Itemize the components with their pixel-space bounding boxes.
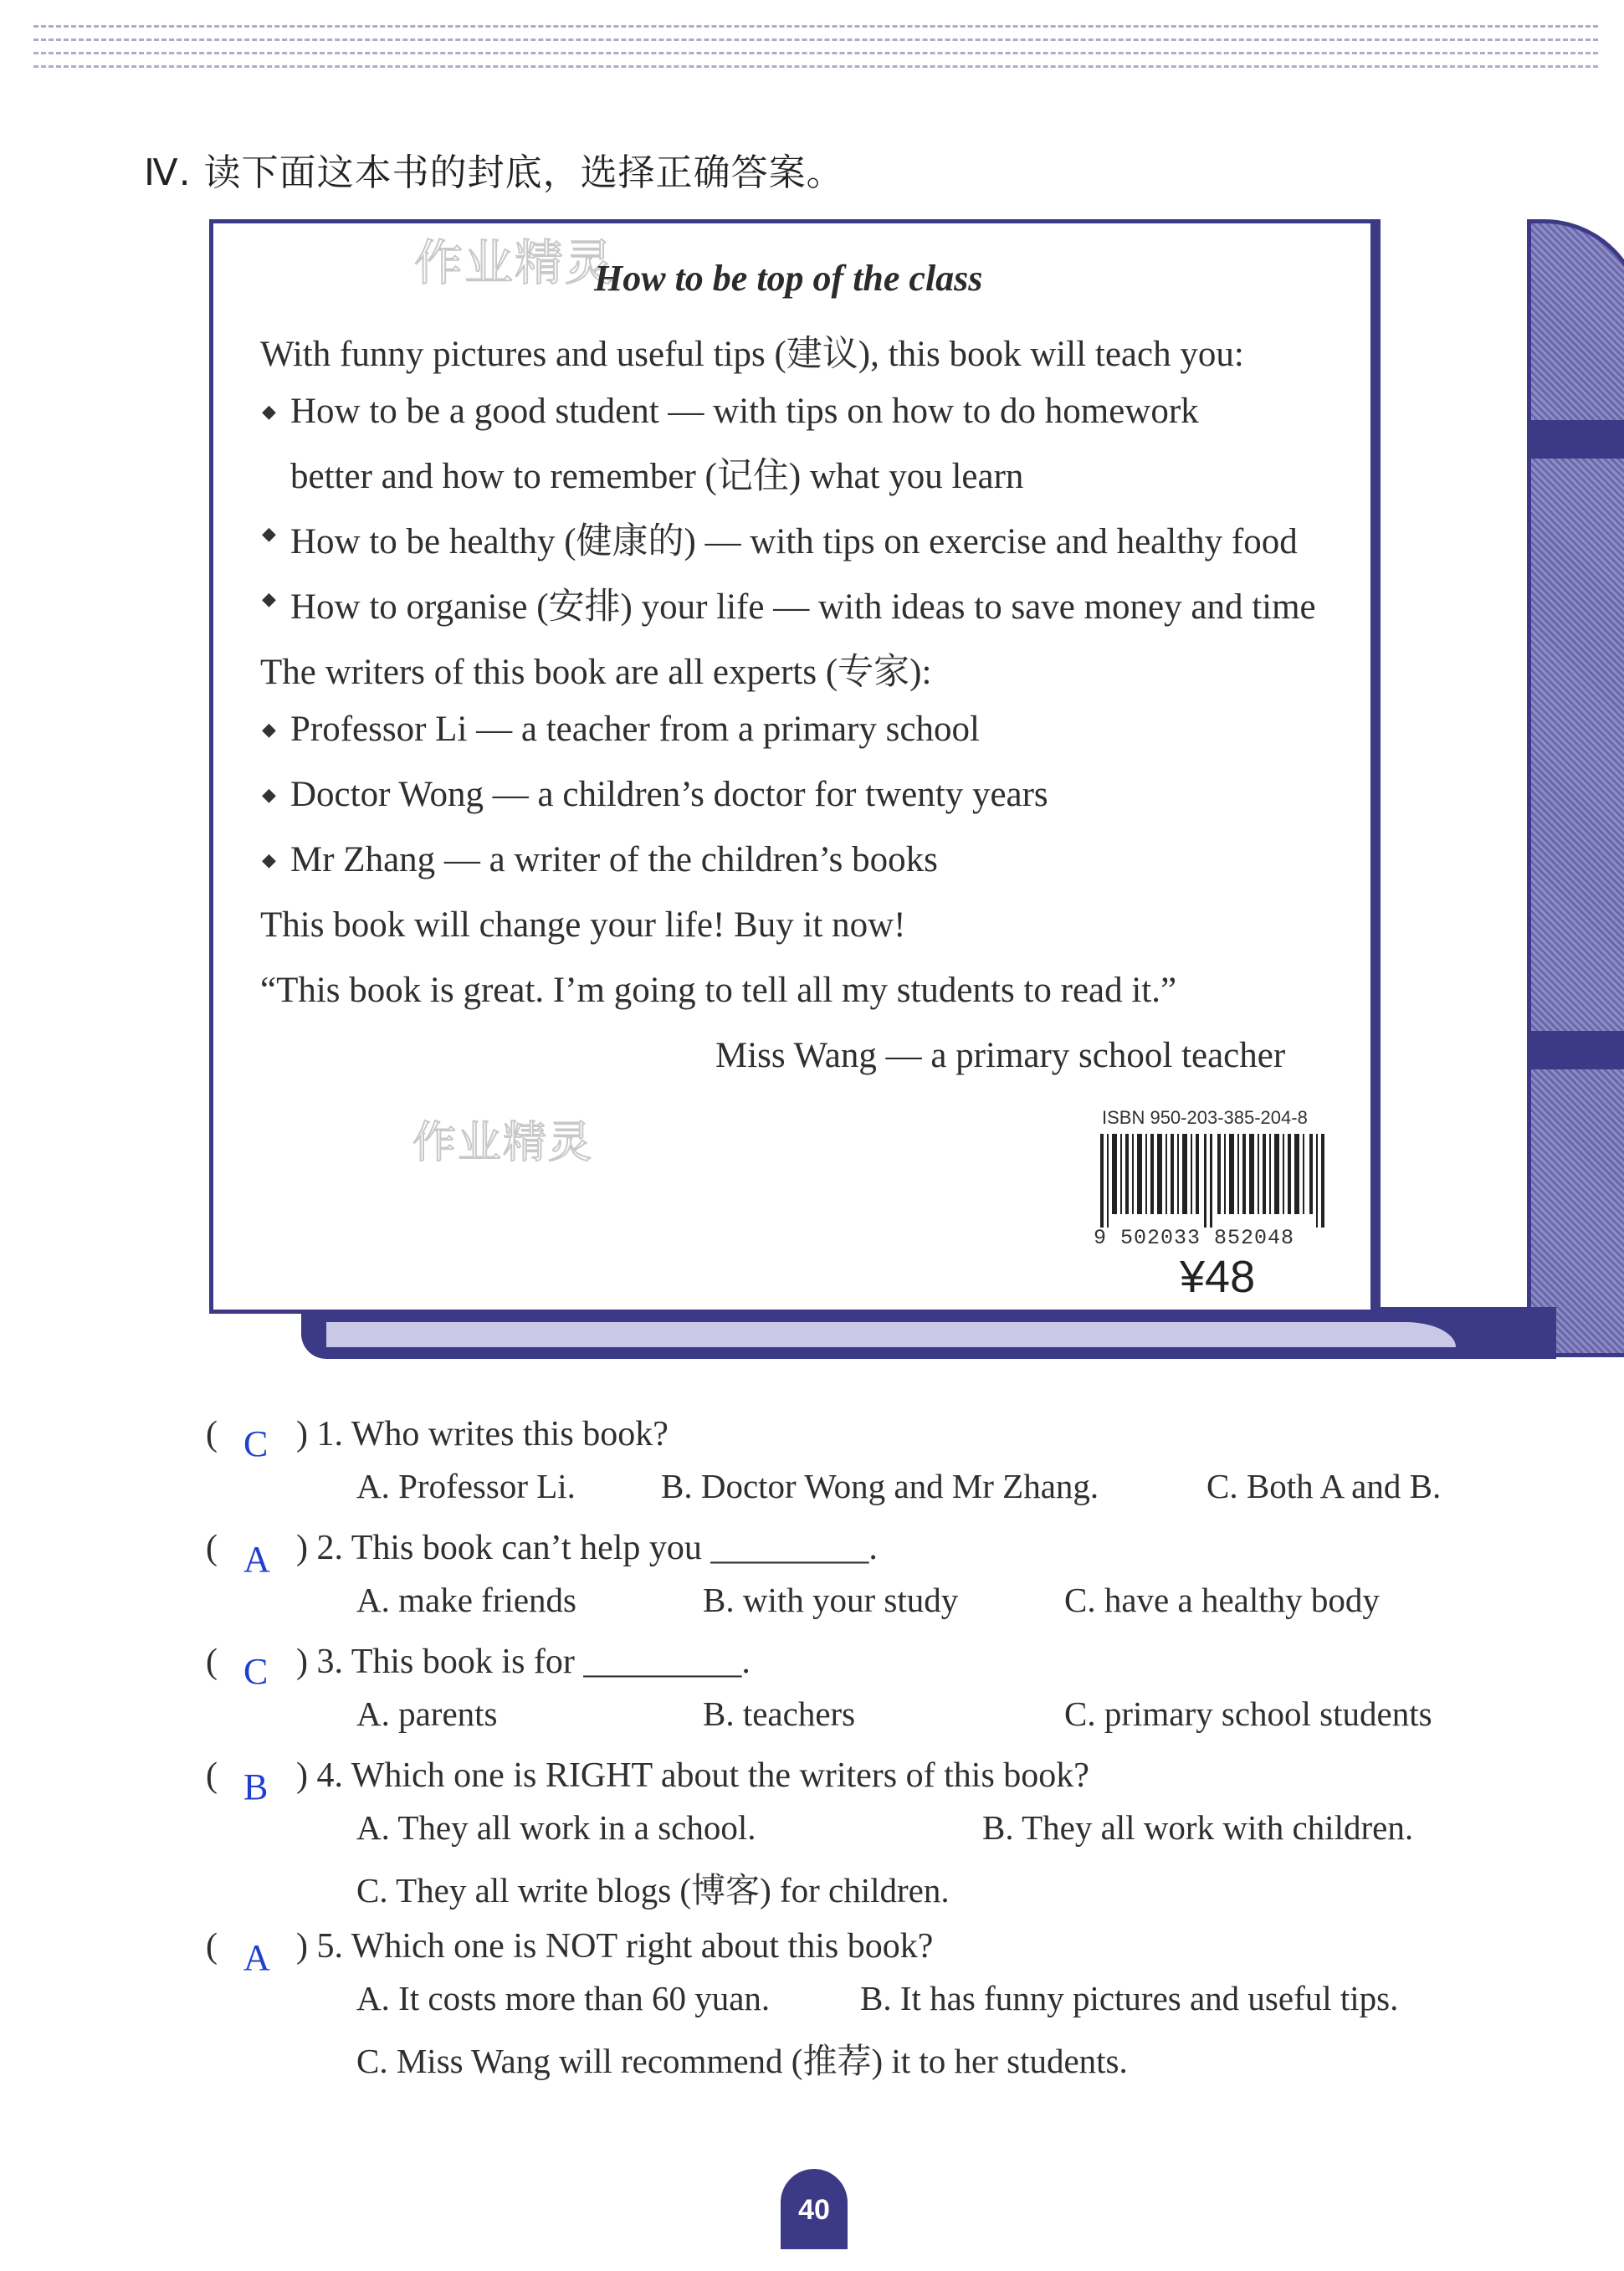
- answer-paren-open: (: [206, 1643, 218, 1681]
- question-stem: ) 5. Which one is NOT right about this book?: [296, 1927, 934, 1966]
- header-divider: [33, 52, 1598, 54]
- writer-item: ◆ Doctor Wong — a children’s doctor for twenty years: [290, 774, 1048, 815]
- option: B. with your study: [703, 1581, 959, 1619]
- writer-item: ◆ Mr Zhang — a writer of the children’s books: [290, 839, 938, 880]
- price: ¥48: [1180, 1252, 1256, 1302]
- quote-author: Miss Wang — a primary school teacher: [715, 1036, 1286, 1075]
- header-divider: [33, 65, 1598, 68]
- answer-mark: C: [243, 1651, 269, 1692]
- page-number-tab: [781, 2169, 848, 2249]
- book-pages: [326, 1322, 1456, 1347]
- question-stem: ) 4. Which one is RIGHT about the writers of this book?: [296, 1756, 1089, 1795]
- answer-mark: C: [243, 1423, 269, 1464]
- book-spine-band: [1527, 1031, 1624, 1069]
- option: C. Miss Wang will recommend (推荐) it to her students.: [356, 2042, 1128, 2080]
- book-intro: With funny pictures and useful tips (建议), this book will teach you:: [260, 335, 1244, 374]
- answer-paren-open: (: [206, 1529, 218, 1567]
- option: B. They all work with children.: [982, 1808, 1414, 1847]
- book-back-cover: [209, 219, 1447, 1382]
- question-stem: ) 2. This book can’t help you _________.: [296, 1529, 878, 1567]
- option: C. They all write blogs (博客) for children.: [356, 1871, 950, 1910]
- barcode-number: 9 502033 852048: [1094, 1226, 1295, 1250]
- option: B. Doctor Wong and Mr Zhang.: [661, 1467, 1099, 1505]
- answer-paren-open: (: [206, 1756, 218, 1795]
- answer-paren-open: (: [206, 1415, 218, 1453]
- option: A. Professor Li.: [356, 1467, 576, 1505]
- writer-item: ◆ Professor Li — a teacher from a primary school: [290, 709, 980, 750]
- watermark: 作业精灵: [414, 234, 616, 291]
- question-stem: ) 3. This book is for _________.: [296, 1643, 751, 1681]
- answer-mark: A: [243, 1539, 270, 1580]
- barcode-icon: [1100, 1134, 1324, 1228]
- answer-mark: A: [243, 1937, 270, 1978]
- book-spine-band: [1527, 420, 1624, 459]
- question-stem: ) 1. Who writes this book?: [296, 1415, 669, 1453]
- book-bullet: ◆ How to organise (安排) your life — with ideas to save money and time: [290, 578, 1316, 629]
- book-spine: [1527, 219, 1624, 1357]
- option: C. primary school students: [1064, 1694, 1432, 1733]
- option: A. parents: [356, 1694, 498, 1733]
- quote-text: “This book is great. I’m going to tell all my students to read it.”: [260, 971, 1177, 1010]
- option: A. It costs more than 60 yuan.: [356, 1979, 771, 2017]
- header-divider: [33, 38, 1598, 41]
- option: A. They all work in a school.: [356, 1808, 756, 1847]
- book-title: How to be top of the class: [594, 258, 983, 299]
- answer-paren-open: (: [206, 1927, 218, 1966]
- book-cover-page: [209, 219, 1381, 1314]
- book-bullet: ◆ How to be healthy (健康的) — with tips on exercise and healthy food: [290, 513, 1298, 564]
- option: C. Both A and B.: [1206, 1467, 1442, 1505]
- option: A. make friends: [356, 1581, 576, 1619]
- isbn: ISBN 950-203-385-204-8: [1102, 1107, 1308, 1128]
- watermark: 作业精灵: [412, 1118, 594, 1168]
- book-bullet-cont: better and how to remember (记住) what you learn: [290, 457, 1024, 496]
- header-divider: [33, 25, 1598, 28]
- option: B. teachers: [703, 1694, 856, 1733]
- promo-text: This book will change your life! Buy it now!: [260, 905, 906, 945]
- section-title: Ⅳ. 读下面这本书的封底，选择正确答案。: [144, 151, 844, 194]
- answer-mark: B: [243, 1766, 269, 1807]
- option: C. have a healthy body: [1064, 1581, 1380, 1619]
- page-number: 40: [798, 2194, 830, 2226]
- writers-intro: The writers of this book are all experts (专家):: [260, 653, 932, 692]
- option: B. It has funny pictures and useful tips.: [860, 1979, 1399, 2017]
- book-bullet: ◆ How to be a good student — with tips on how to do homework: [290, 391, 1199, 432]
